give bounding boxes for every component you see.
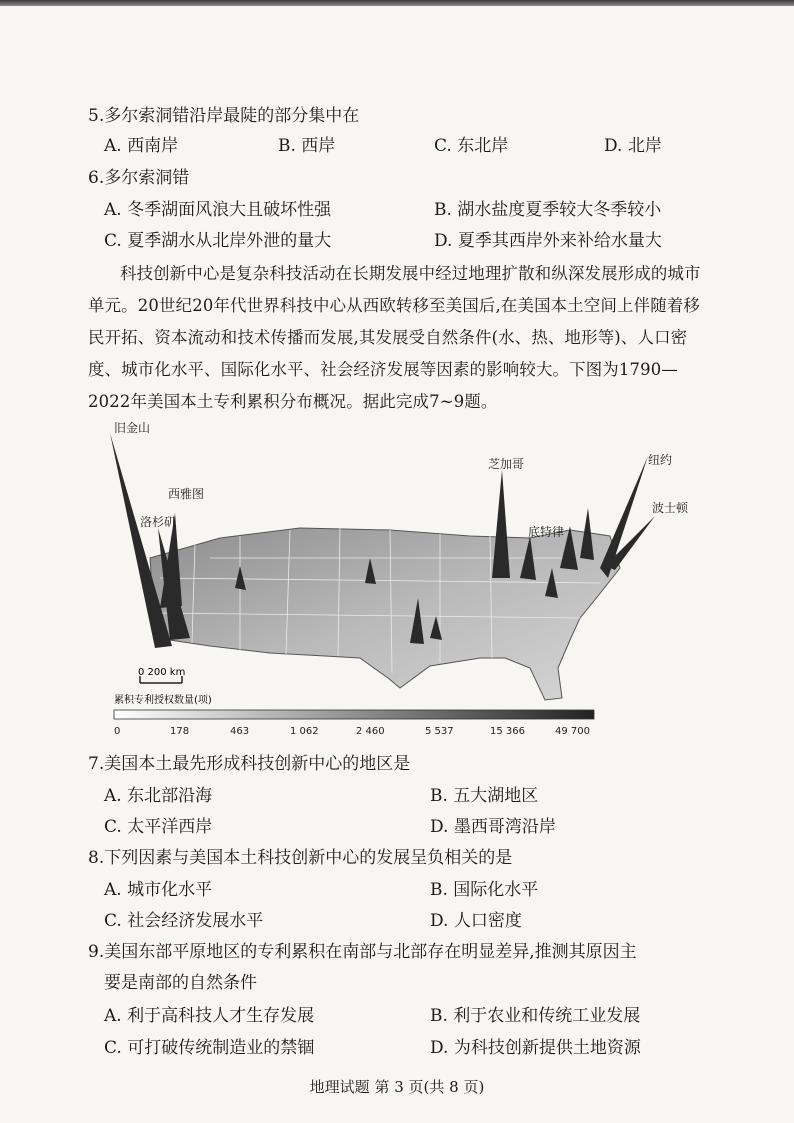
q9-option-b: B. 利于农业和传统工业发展 [430,1006,641,1026]
legend-value: 0 [114,726,121,737]
question-9-stem-line-2: 要是南部的自然条件 [104,973,257,993]
q5-option-d: D. 北岸 [604,136,662,156]
q7-option-d: D. 墨西哥湾沿岸 [430,817,556,837]
label-new-york: 纽约 [648,453,673,467]
q6-option-d: D. 夏季其西岸外来补给水量大 [434,231,662,251]
q8-option-b: B. 国际化水平 [430,880,539,900]
us-patent-map [100,418,689,743]
q7-option-c: C. 太平洋西岸 [104,817,213,837]
legend-value: 463 [230,726,250,737]
label-seattle: 西雅图 [168,487,205,501]
legend-value: 1 062 [290,726,319,737]
q9-option-a: A. 利于高科技人才生存发展 [104,1006,315,1026]
scale-bar [138,667,185,683]
spike-san-francisco [110,433,172,648]
question-6-stem: 6.多尔索洞错 [88,168,190,188]
question-8-stem: 8.下列因素与美国本土科技创新中心的发展呈负相关的是 [88,848,513,868]
q9-option-c: C. 可打破传统制造业的禁锢 [104,1038,315,1058]
legend-value: 178 [170,726,190,737]
q5-option-a: A. 西南岸 [104,136,179,156]
legend-value: 49 700 [555,726,590,737]
spike-chicago [492,470,510,578]
q6-option-c: C. 夏季湖水从北岸外泄的量大 [104,231,332,251]
passage-text: 科技创新中心是复杂科技活动在长期发展中经过地理扩散和纵深发展形成的城市单元。20世纪20年代世界科技中心从西欧转移至美国后,在美国本土空间上伴随着移民开拓、资本流动和技术传播而发展,其发展受自然条件(水、热、地形等)、人口密度、城市化水平、国际化水平、社会经济发展等因素的影响较大。下图为1790—2022年美国本土专利累积分布概况。据此完成7~9题。 [88,264,701,411]
q9-option-d: D. 为科技创新提供土地资源 [430,1038,641,1058]
page-footer: 地理试题 第 3 页(共 8 页) [309,1078,485,1096]
label-san-francisco: 旧金山 [114,421,151,435]
reading-passage [88,258,708,418]
question-5-stem: 5.多尔索洞错沿岸最陡的部分集中在 [88,106,360,126]
q5-option-c: C. 东北岸 [434,136,509,156]
legend-title: 累积专利授权数量(项) [114,695,212,706]
q6-option-b: B. 湖水盐度夏季较大冬季较小 [434,200,662,220]
label-boston: 波士顿 [652,501,689,515]
legend-color-bar [114,710,594,719]
q8-option-a: A. 城市化水平 [104,880,213,900]
q7-option-b: B. 五大湖地区 [430,786,539,806]
q7-option-a: A. 东北部沿海 [104,786,213,806]
question-9-stem-line-1: 9.美国东部平原地区的专利累积在南部与北部存在明显差异,推测其原因主 [88,942,637,962]
q5-option-b: B. 西岸 [278,136,336,156]
spike-new-york [600,456,648,578]
legend-value: 15 366 [490,726,525,737]
q8-option-d: D. 人口密度 [430,911,522,931]
legend-value: 5 537 [425,726,454,737]
label-detroit: 底特律 [528,525,565,539]
question-7-stem: 7.美国本土最先形成科技创新中心的地区是 [88,754,411,774]
scale-label: 0 200 km [138,667,186,678]
label-los-angeles: 洛杉矶 [140,515,177,529]
legend-value: 2 460 [356,726,385,737]
q8-option-c: C. 社会经济发展水平 [104,911,264,931]
label-chicago: 芝加哥 [488,457,525,471]
q6-option-a: A. 冬季湖面风浪大且破坏性强 [104,200,332,220]
